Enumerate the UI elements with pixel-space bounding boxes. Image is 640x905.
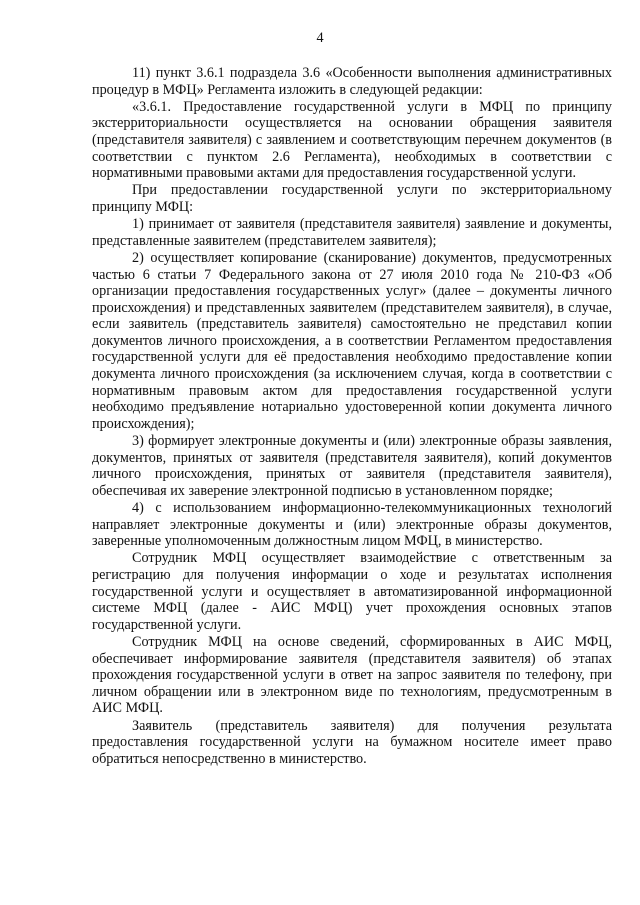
paragraph-list-item-3: 3) формирует электронные документы и (или) электронные образы заявления, документов, принятых от заявителя (представителя заявителя), копий документов личного происхождения, принятых от заявителя (представителя заявителя), обеспечивая их заверение электронной подписью в установленном порядке; — [92, 433, 612, 499]
page-number: 4 — [316, 30, 324, 46]
paragraph-list-item-4: 4) с использованием информационно-телекоммуникационных технологий направляет электронные документы и (или) электронные образы документов, заверенные уполномоченным должностным лицом МФЦ, в министерство. — [92, 500, 612, 550]
document-body — [92, 65, 612, 767]
paragraph-item-11: 11) пункт 3.6.1 подраздела 3.6 «Особенности выполнения административных процедур в МФЦ» Регламента изложить в следующей редакции: — [92, 65, 612, 98]
paragraph-list-item-1: 1) принимает от заявителя (представителя заявителя) заявление и документы, представленные заявителем (представителем заявителя); — [92, 216, 612, 249]
paragraph-extraterritorial-intro: При предоставлении государственной услуги по экстерриториальному принципу МФЦ: — [92, 182, 612, 215]
paragraph-list-item-2: 2) осуществляет копирование (сканирование) документов, предусмотренных частью 6 статьи 7 Федерального закона от 27 июля 2010 года № 210-ФЗ «Об организации предоставления государственных услуг» (далее – документы личного происхождения) и представленных заявителем (представителем заявителя), в случае, если заявитель (представитель заявителя) самостоятельно не представил копии документов личного происхождения, а в соответствии Регламентом предоставления государственной услуги для её предоставления необходимо предоставление копии документа личного происхождения (за исключением случая, когда в соответствии с нормативным правовым актом для предоставления государственной услуги необходимо предъявление нотариально удостоверенной копии документа личного происхождения); — [92, 249, 612, 432]
paragraph-3-6-1: «3.6.1. Предоставление государственной услуги в МФЦ по принципу экстерриториальности осуществляется на основании обращения заявителя (представителя заявителя) с заявлением и соответствующим перечнем документов (в соответствии с пунктом 2.6 Регламента), необходимых в соответствии с нормативными правовыми актами для предоставления государственной услуги. — [92, 98, 612, 182]
paragraph-mfc-interaction: Сотрудник МФЦ осуществляет взаимодействие с ответственным за регистрацию для получения информации о ходе и результатах исполнения государственной услуги и осуществляет в автоматизированной информационной системе МФЦ (далее - АИС МФЦ) учет прохождения основных этапов государственной услуги. — [92, 550, 612, 633]
paragraph-mfc-informing: Сотрудник МФЦ на основе сведений, сформированных в АИС МФЦ, обеспечивает информирование заявителя (представителя заявителя) об этапах прохождения государственной услуги в ответ на запрос заявителя по телефону, при личном обращении или в электронном виде по технологиям, предусмотренным в АИС МФЦ. — [92, 633, 612, 717]
paragraph-paper-result: Заявитель (представитель заявителя) для получения результата предоставления государственной услуги на бумажном носителе имеет право обратиться непосредственно в министерство. — [92, 717, 612, 767]
